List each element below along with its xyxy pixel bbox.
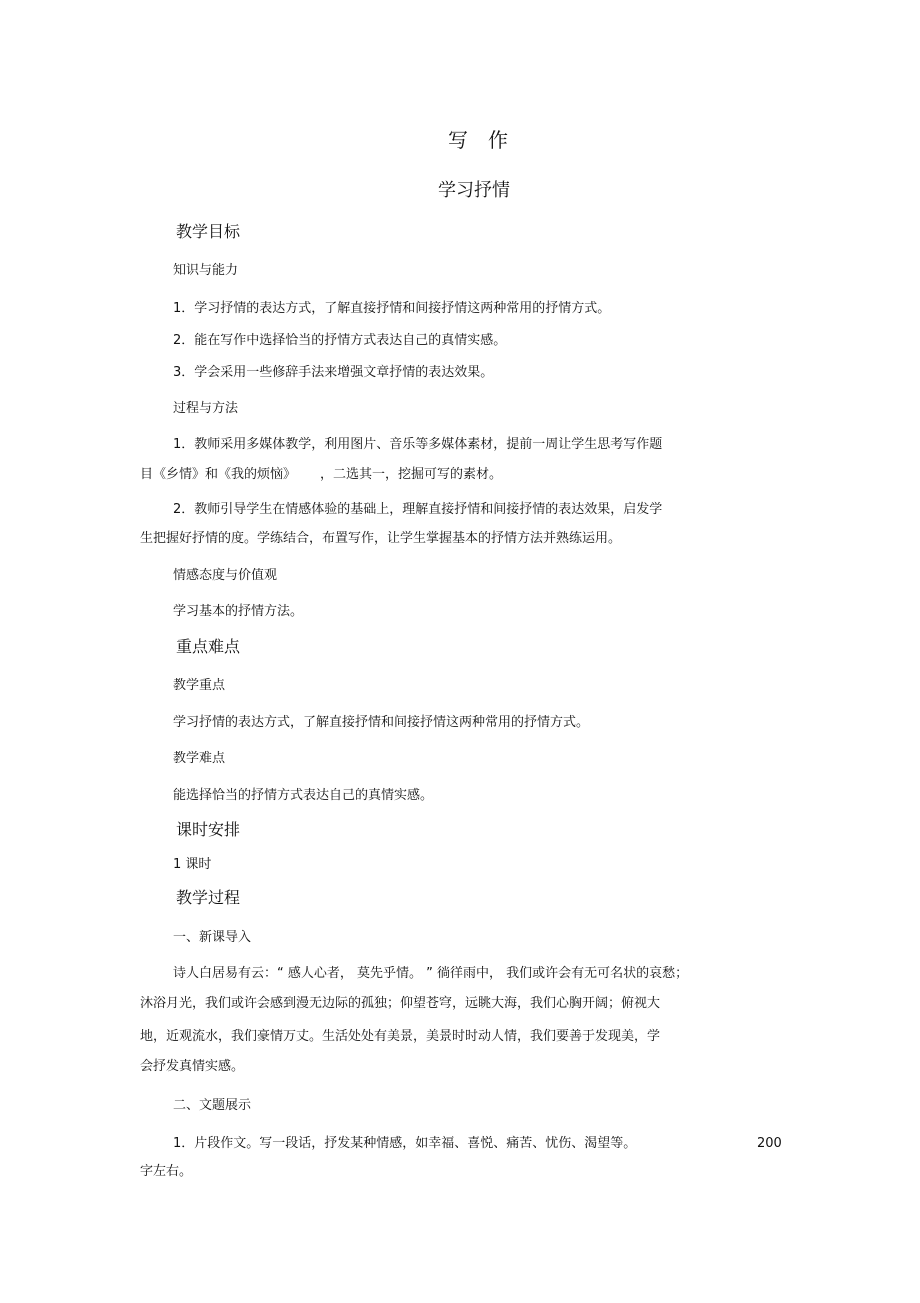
paragraph-line: 2．能在写作中选择恰当的抒情方式表达自己的真情实感。 xyxy=(173,333,507,348)
paragraph-line: 目《乡情》和《我的烦恼》 xyxy=(140,467,297,482)
subheading-focus: 教学重点 xyxy=(173,678,226,693)
step-heading: 二、文题展示 xyxy=(173,1098,252,1113)
subheading-emotion: 情感态度与价值观 xyxy=(173,568,278,583)
paragraph-line: 沐浴月光，我们或许会感到漫无边际的孤独；仰望苍穹，远眺大海，我们心胸开阔；俯视大 xyxy=(140,996,661,1011)
section-heading-key-points: 重点难点 xyxy=(176,637,241,656)
paragraph-line: 学习抒情的表达方式，了解直接抒情和间接抒情这两种常用的抒情方式。 xyxy=(173,715,590,730)
section-heading-schedule: 课时安排 xyxy=(176,820,241,839)
document-subtitle: 学习抒情 xyxy=(438,180,510,201)
paragraph-line: 会抒发真情实感。 xyxy=(140,1059,245,1074)
section-heading-goals: 教学目标 xyxy=(176,222,241,241)
paragraph-line: 1．教师采用多媒体教学，利用图片、音乐等多媒体素材，提前一周让学生思考写作题 xyxy=(173,437,663,452)
paragraph-line: 能选择恰当的抒情方式表达自己的真情实感。 xyxy=(173,788,434,803)
subheading-knowledge: 知识与能力 xyxy=(173,263,239,278)
paragraph-line: 字左右。 xyxy=(140,1164,193,1179)
document-title: 写 作 xyxy=(448,128,508,152)
paragraph-line: 诗人白居易有云：“ 感人心者， 莫先乎情。 ” 徜徉雨中， 我们或许会有无可名状的哀愁； xyxy=(173,966,689,981)
subheading-difficulty: 教学难点 xyxy=(173,751,226,766)
paragraph-line: 地，近观流水，我们豪情万丈。生活处处有美景，美景时时动人情，我们要善于发现美，学 xyxy=(140,1029,661,1044)
paragraph-line: 1．片段作文。写一段话，抒发某种情感，如幸福、喜悦、痛苦、忧伤、渴望等。 xyxy=(173,1136,637,1151)
paragraph-line: ，二选其一，挖掘可写的素材。 xyxy=(320,467,503,482)
paragraph-line: 学习基本的抒情方法。 xyxy=(173,604,304,619)
paragraph-line: 1．学习抒情的表达方式，了解直接抒情和间接抒情这两种常用的抒情方式。 xyxy=(173,301,611,316)
section-heading-procedure: 教学过程 xyxy=(176,888,241,907)
paragraph-line: 1 课时 xyxy=(173,857,212,872)
paragraph-line: 2．教师引导学生在情感体验的基础上，理解直接抒情和间接抒情的表达效果，启发学 xyxy=(173,502,663,517)
step-heading: 一、新课导入 xyxy=(173,930,252,945)
word-count: 200 xyxy=(757,1136,782,1151)
paragraph-line: 生把握好抒情的度。学练结合，布置写作，让学生掌握基本的抒情方法并熟练运用。 xyxy=(140,531,622,546)
subheading-process: 过程与方法 xyxy=(173,401,239,416)
paragraph-line: 3．学会采用一些修辞手法来增强文章抒情的表达效果。 xyxy=(173,365,494,380)
